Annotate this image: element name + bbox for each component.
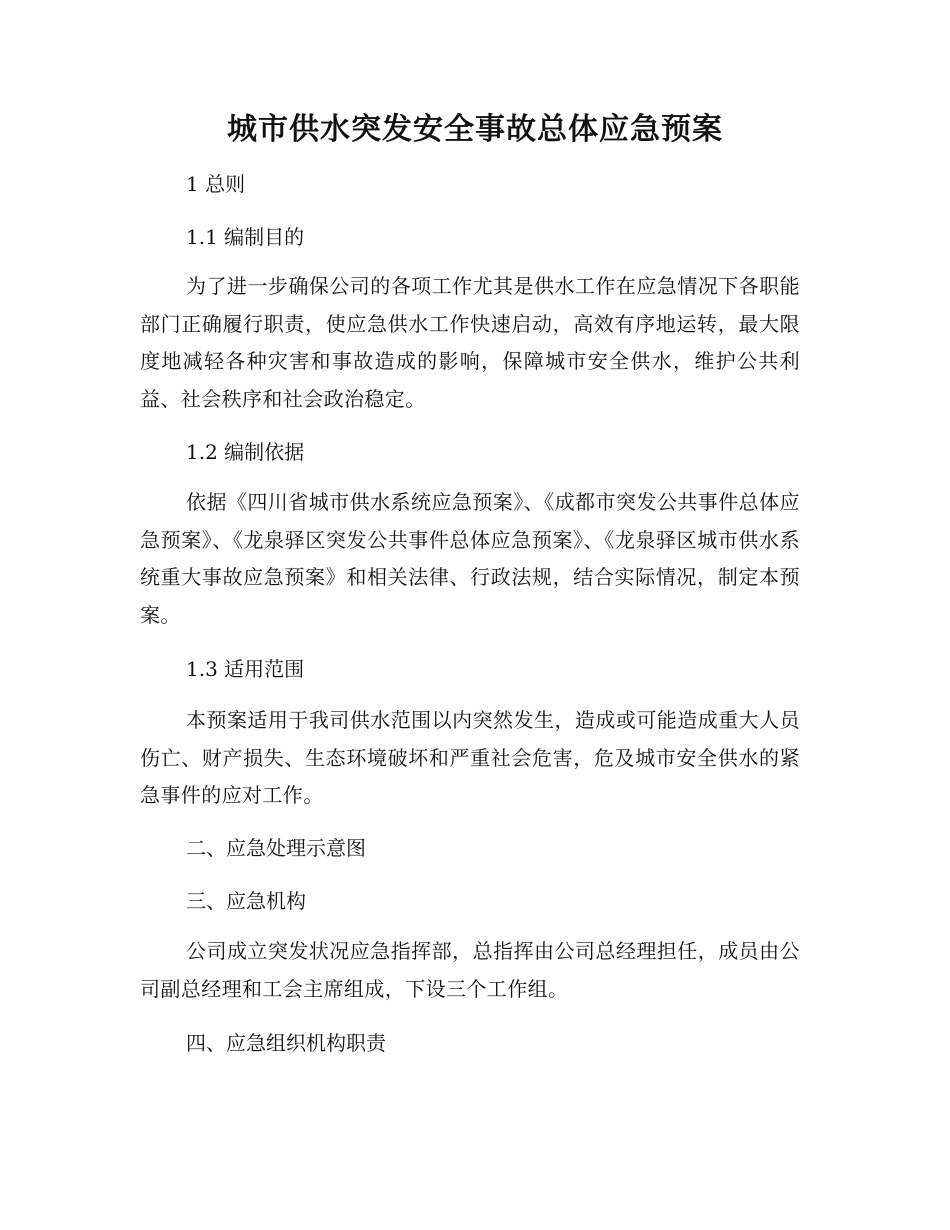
document-title: 城市供水突发安全事故总体应急预案 [227,112,723,147]
section-heading-scope: 1.3 适用范围 [186,657,305,681]
section-heading-purpose: 1.1 编制目的 [186,225,305,249]
section-heading-general: 1 总则 [186,172,246,196]
section-heading-diagram: 二、应急处理示意图 [186,836,366,860]
section-heading-organization: 三、应急机构 [186,889,306,913]
paragraph-basis: 依据《四川省城市供水系统应急预案》、《成都市突发公共事件总体应急预案》、《龙泉驿区突发公共事件总体应急预案》、《龙泉驿区城市供水系统重大事故应急预案》和相关法律、行政法规，结合实际情况，制定本预案。 [140,490,800,627]
section-heading-responsibilities: 四、应急组织机构职责 [186,1031,386,1055]
paragraph-scope: 本预案适用于我司供水范围以内突然发生，造成或可能造成重大人员伤亡、财产损失、生态环境破坏和严重社会危害，危及城市安全供水的紧急事件的应对工作。 [140,708,800,807]
section-heading-basis: 1.2 编制依据 [186,440,305,464]
paragraph-purpose: 为了进一步确保公司的各项工作尤其是供水工作在应急情况下各职能部门正确履行职责，使应急供水工作快速启动，高效有序地运转，最大限度地减轻各种灾害和事故造成的影响，保障城市安全供水，维护公共利益、社会秩序和社会政治稳定。 [140,274,800,411]
paragraph-organization: 公司成立突发状况应急指挥部，总指挥由公司总经理担任，成员由公司副总经理和工会主席组成，下设三个工作组。 [140,939,800,1001]
